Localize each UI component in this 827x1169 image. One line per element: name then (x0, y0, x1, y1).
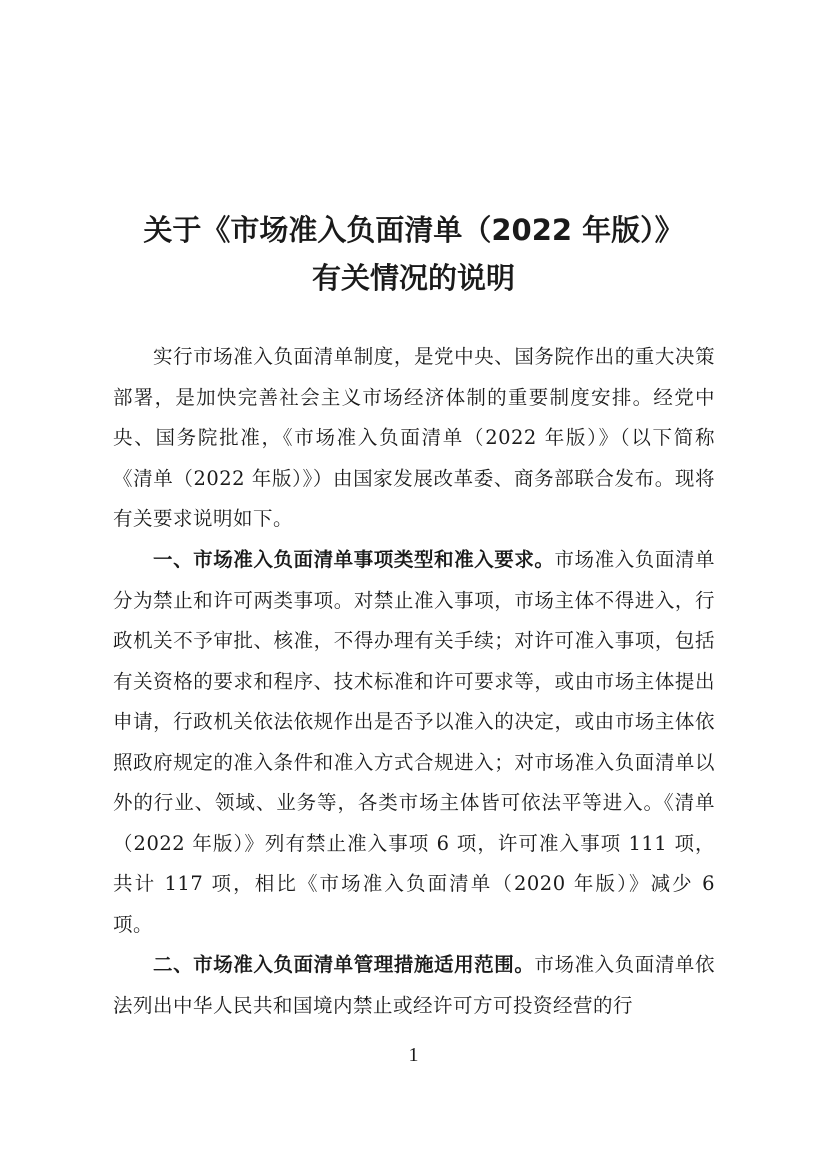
section-1-heading: 一、市场准入负面清单事项类型和准入要求。 (153, 548, 555, 571)
paragraph-section-2 (113, 945, 715, 1026)
section-2-heading: 二、市场准入负面清单管理措施适用范围。 (153, 953, 535, 976)
paragraph-intro (113, 337, 715, 540)
document-title-line-2: 有关情况的说明 (311, 261, 515, 295)
document-title-line-1: 关于《市场准入负面清单（2022 年版）》 (143, 213, 684, 247)
section-1-text: 市场准入负面清单分为禁止和许可两类事项。对禁止准入事项，市场主体不得进入，行政机关不予审批、核准，不得办理有关手续；对许可准入事项，包括有关资格的要求和程序、技术标准和许可要求等，或由市场主体提出申请，行政机关依法依规作出是否予以准入的决定，或由市场主体依照政府规定的准入条件和准入方式合规进入；对市场准入负面清单以外的行业、领域、业务等，各类市场主体皆可依法平等进入。《清单（2022 年版）》列有禁止准入事项 6 项，许可准入事项 111 项，共计 117 项，相比《市场准入负面清单（2020 年版）》减少 6 项。 (113, 548, 715, 936)
section-2-text: 市场准入负面清单依法列出中华人民共和国境内禁止或经许可方可投资经营的行 (113, 953, 715, 1017)
page-number: 1 (408, 1044, 419, 1066)
paragraph-intro-text: 实行市场准入负面清单制度，是党中央、国务院作出的重大决策部署，是加快完善社会主义市场经济体制的重要制度安排。经党中央、国务院批准，《市场准入负面清单（2022 年版）》（以下简称《清单（2022 年版）》）由国家发展改革委、商务部联合发布。现将有关要求说明如下。 (113, 345, 715, 530)
paragraph-section-1 (113, 540, 715, 945)
